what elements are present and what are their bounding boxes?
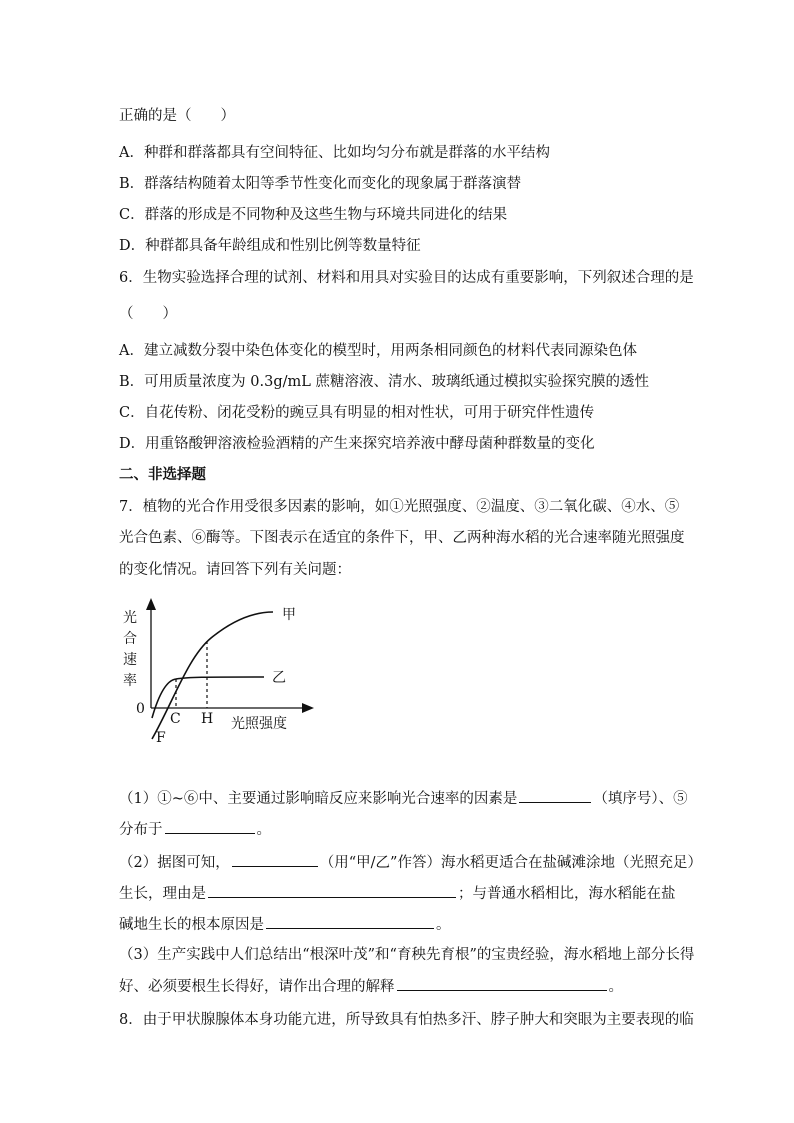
question-6-stem: 6．生物实验选择合理的试剂、材料和用具对实验目的达成有重要影响，下列叙述合理的是 xyxy=(119,270,694,286)
question-text: （2）据图可知， xyxy=(119,855,230,871)
question-7-part-3: （3）生产实践中人们总结出“根深叶茂”和“育秧先育根”的宝贵经验，海水稻地上部分长得 xyxy=(119,947,695,963)
answer-blank xyxy=(266,914,434,929)
answer-blank xyxy=(397,976,607,991)
y-axis-label-char: 速 xyxy=(123,652,137,668)
question-text: （用“甲/乙”作答）海水稻更适合在盐碱滩涂地（光照充足） xyxy=(319,855,702,871)
question-text: 好、必须要根生长得好，请作出合理的解释 xyxy=(119,979,395,995)
question-text: 。 xyxy=(256,822,271,838)
question-text: 分布于 xyxy=(119,822,163,838)
option-b: B．可用质量浓度为 0.3g/mL 蔗糖溶液、清水、玻璃纸通过模拟实验探究膜的透性 xyxy=(119,374,649,390)
y-axis-label-char: 合 xyxy=(123,631,137,647)
question-7-part-3 xyxy=(119,976,684,997)
question-7-part-2 xyxy=(119,852,702,873)
question-text: ；与普通水稻相比，海水稻能在盐 xyxy=(458,886,676,902)
y-axis-label-char: 率 xyxy=(123,673,137,689)
curve-jia-label: 甲 xyxy=(282,607,296,623)
point-h-label: H xyxy=(201,711,214,727)
question-7-part-2 xyxy=(119,914,684,935)
answer-blank xyxy=(208,883,456,898)
question-text: 生长，理由是 xyxy=(119,886,206,902)
question-7-part-1 xyxy=(119,788,688,809)
y-axis-arrow xyxy=(146,598,156,610)
x-axis-arrow xyxy=(302,703,314,713)
option-b: B．群落结构随着太阳等季节性变化而变化的现象属于群落演替 xyxy=(119,176,522,192)
x-axis-label: 光照强度 xyxy=(231,716,287,732)
question-text: （1）①~⑥中、主要通过影响暗反应来影响光合速率的因素是 xyxy=(119,791,518,807)
origin-label: 0 xyxy=(136,701,145,717)
question-7-part-1 xyxy=(119,819,684,840)
option-c: C．自花传粉、闭花受粉的豌豆具有明显的相对性状，可用于研究伴性遗传 xyxy=(119,405,595,421)
curve-yi-label: 乙 xyxy=(272,670,286,686)
point-f-label: F xyxy=(156,730,166,746)
option-a: A．种群和群落都具有空间特征、比如均匀分布就是群落的水平结构 xyxy=(119,145,550,161)
answer-blank xyxy=(519,788,591,803)
option-d: D．用重铬酸钾溶液检验酒精的产生来探究培养液中酵母菌种群数量的变化 xyxy=(119,436,595,452)
answer-blank xyxy=(165,819,255,834)
question-7-stem: 光合色素、⑥酶等。下图表示在适宜的条件下，甲、乙两种海水稻的光合速率随光照强度 xyxy=(119,530,685,546)
question-7-stem: 7．植物的光合作用受很多因素的影响，如①光照强度、②温度、③二氧化碳、④水、⑤ xyxy=(119,499,680,515)
answer-blank xyxy=(232,852,318,867)
question-7-part-2 xyxy=(119,883,684,904)
question-7-stem: 的变化情况。请回答下列有关问题： xyxy=(119,562,351,578)
question-text: （填序号）、⑤ xyxy=(593,791,688,807)
question-text: 。 xyxy=(436,917,451,933)
section-heading: 二、非选择题 xyxy=(119,466,206,483)
option-c: C．群落的形成是不同物种及这些生物与环境共同进化的结果 xyxy=(119,207,508,223)
question-text: 。 xyxy=(608,979,623,995)
point-c-label: C xyxy=(170,711,181,727)
y-axis-label-char: 光 xyxy=(123,610,137,626)
option-a: A．建立减数分裂中染色体变化的模型时，用两条相同颜色的材料代表同源染色体 xyxy=(119,343,637,359)
text-line: 正确的是（ ） xyxy=(119,108,235,124)
option-d: D．种群都具备年龄组成和性别比例等数量特征 xyxy=(119,238,421,254)
question-6-bracket: （ ） xyxy=(119,306,177,322)
photosynthesis-graph xyxy=(118,592,318,750)
question-8-stem: 8．由于甲状腺腺体本身功能亢进，所导致具有怕热多汗、脖子肿大和突眼为主要表现的临 xyxy=(119,1012,694,1028)
question-text: 碱地生长的根本原因是 xyxy=(119,917,264,933)
